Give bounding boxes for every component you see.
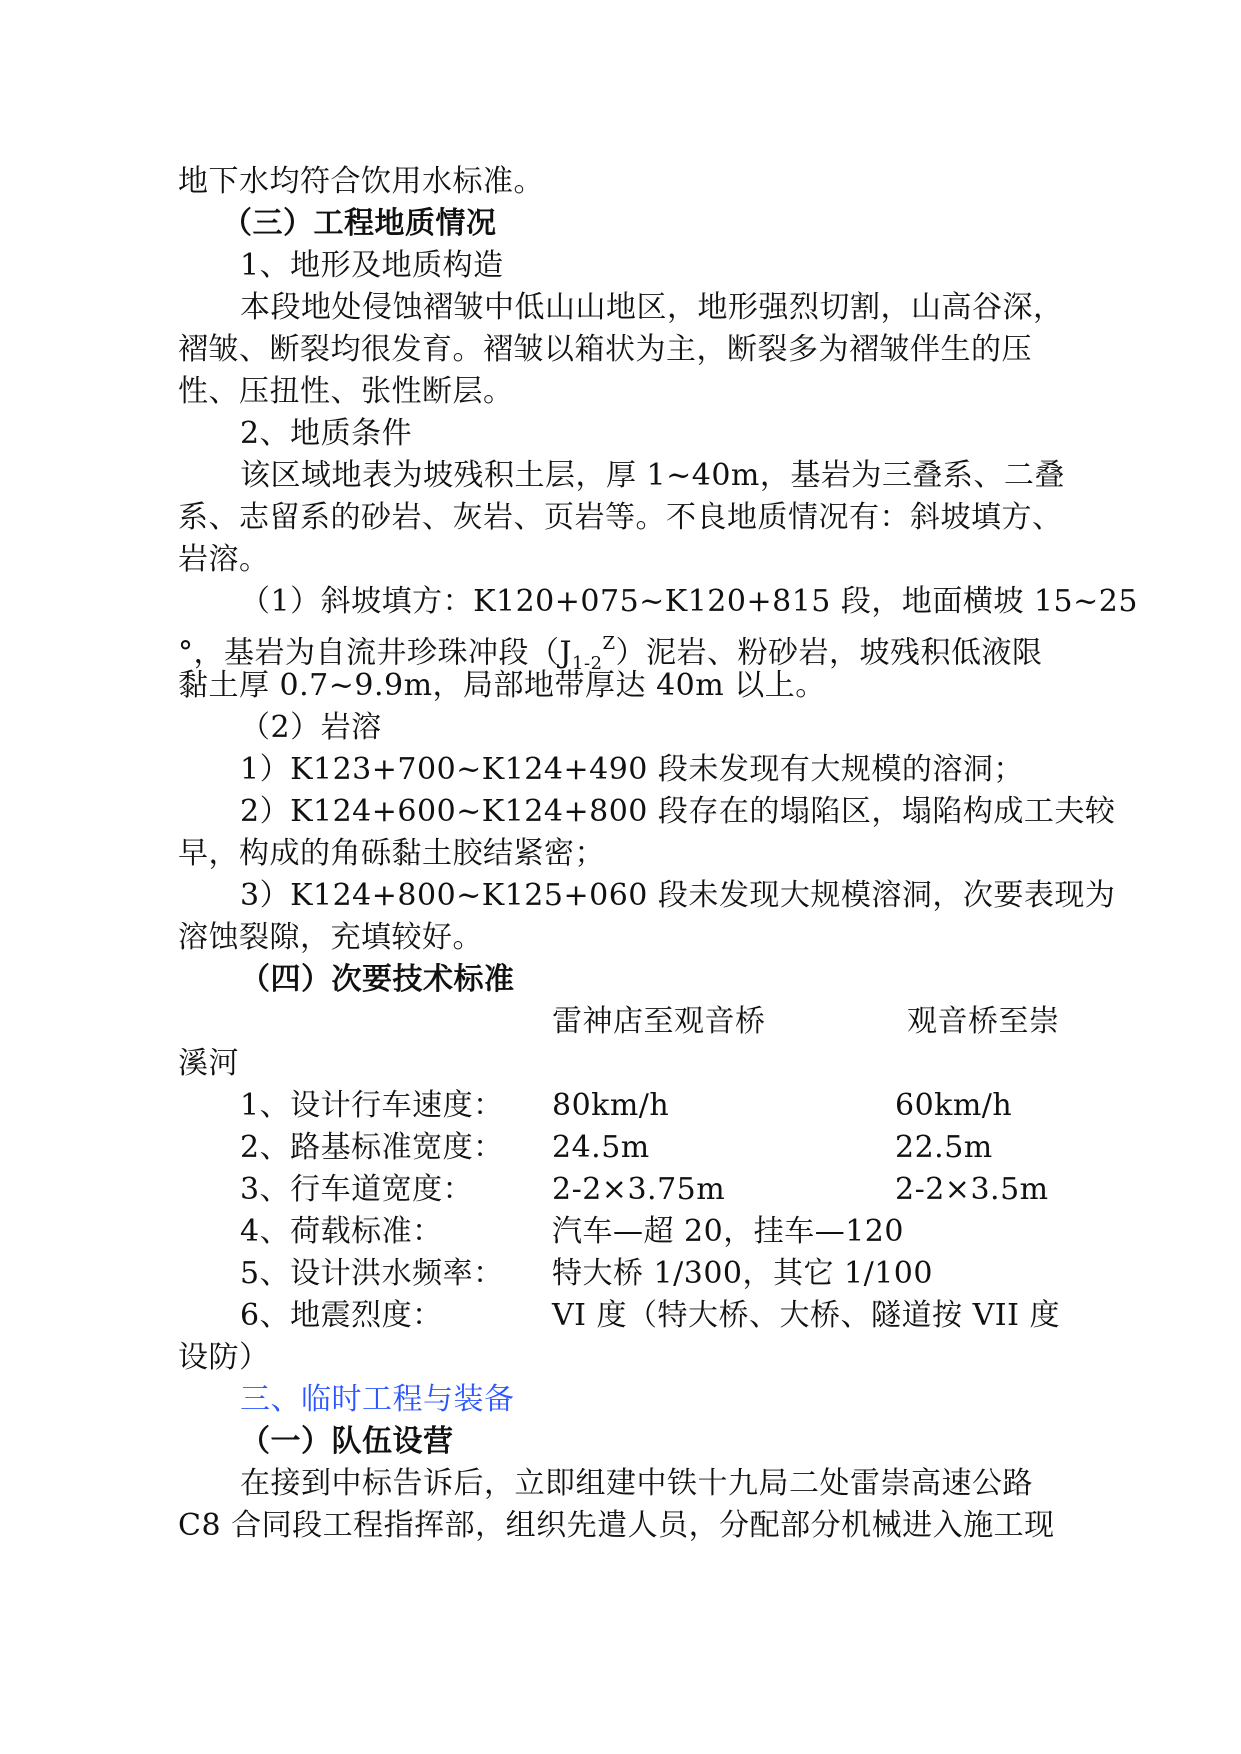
spec-value-a: 2-2×3.75m — [552, 1172, 726, 1207]
subheading-terrain: 1、地形及地质构造 — [240, 248, 504, 283]
formula-prefix: °，基岩为自流井珍珠冲段（J — [178, 635, 573, 671]
spec-value-a: VI 度（特大桥、大桥、隧道按 VII 度 — [552, 1298, 1060, 1333]
subheading-team-camp: （一）队伍设营 — [240, 1424, 454, 1459]
spec-label: 2、路基标准宽度： — [240, 1130, 504, 1165]
section-heading-temporary-works: 三、临时工程与装备 — [240, 1382, 515, 1417]
paragraph-line: C8 合同段工程指挥部，组织先遣人员，分配部分机械进入施工现 — [178, 1508, 1055, 1543]
standards-column-header-b: 观音桥至崇 — [907, 1004, 1060, 1039]
paragraph-line: 该区域地表为坡残积土层，厚 1~40m，基岩为三叠系、二叠 — [240, 458, 1065, 493]
spec-value-a: 汽车—超 20，挂车—120 — [552, 1214, 904, 1249]
spec-label: 3、行车道宽度： — [240, 1172, 474, 1207]
paragraph-line: 褶皱、断裂均很发育。褶皱以箱状为主，断裂多为褶皱伴生的压 — [178, 332, 1032, 367]
spec-label: 4、荷载标准： — [240, 1214, 443, 1249]
spec-value-a: 24.5m — [552, 1130, 650, 1165]
paragraph-line: 2）K124+600~K124+800 段存在的塌陷区，塌陷构成工夫较 — [240, 794, 1116, 829]
spec-label: 6、地震烈度： — [240, 1298, 443, 1333]
spec-value-a: 特大桥 1/300，其它 1/100 — [552, 1256, 933, 1291]
paragraph-line: 岩溶。 — [178, 542, 270, 577]
paragraph-line: 3）K124+800~K125+060 段未发现大规模溶洞，次要表现为 — [240, 878, 1116, 913]
formula-superscript: Z — [602, 633, 616, 654]
paragraph-line: 黏土厚 0.7~9.9m，局部地带厚达 40m 以上。 — [178, 668, 826, 703]
section-heading-engineering-geology: （三）工程地质情况 — [222, 206, 497, 241]
paragraph-line: 本段地处侵蚀褶皱中低山山地区，地形强烈切割，山高谷深， — [240, 290, 1064, 325]
paragraph-line: 系、志留系的砂岩、灰岩、页岩等。不良地质情况有：斜坡填方、 — [178, 500, 1063, 535]
spec-label: 1、设计行车速度： — [240, 1088, 504, 1123]
paragraph-line: 溶蚀裂隙，充填较好。 — [178, 920, 483, 955]
paragraph-line: 地下水均符合饮用水标准。 — [178, 164, 544, 199]
spec-row-wrap: 设防） — [178, 1340, 270, 1375]
spec-value-b: 22.5m — [895, 1130, 993, 1165]
paragraph-line: 早，构成的角砾黏土胶结紧密； — [178, 836, 605, 871]
subheading-geological-conditions: 2、地质条件 — [240, 416, 413, 451]
paragraph-line: 1）K123+700~K124+490 段未发现有大规模的溶洞； — [240, 752, 1024, 787]
spec-value-b: 60km/h — [895, 1088, 1013, 1123]
standards-column-header-a: 雷神店至观音桥 — [552, 1004, 766, 1039]
paragraph-line: 性、压扭性、张性断层。 — [178, 374, 514, 409]
section-heading-main-technical-standards: （四）次要技术标准 — [240, 962, 515, 997]
formula-subscript: 1-2 — [572, 652, 603, 674]
spec-value-b: 2-2×3.5m — [895, 1172, 1049, 1207]
formula-suffix: ）泥岩、粉砂岩，坡残积低液限 — [615, 635, 1043, 671]
paragraph-line: 在接到中标告诉后，立即组建中铁十九局二处雷崇高速公路 — [240, 1466, 1033, 1501]
standards-column-header-wrap: 溪河 — [178, 1046, 239, 1081]
spec-label: 5、设计洪水频率： — [240, 1256, 504, 1291]
spec-value-a: 80km/h — [552, 1088, 670, 1123]
subheading-karst: （2）岩溶 — [240, 710, 382, 745]
paragraph-line: （1）斜坡填方：K120+075~K120+815 段，地面横坡 15~25 — [240, 584, 1138, 619]
